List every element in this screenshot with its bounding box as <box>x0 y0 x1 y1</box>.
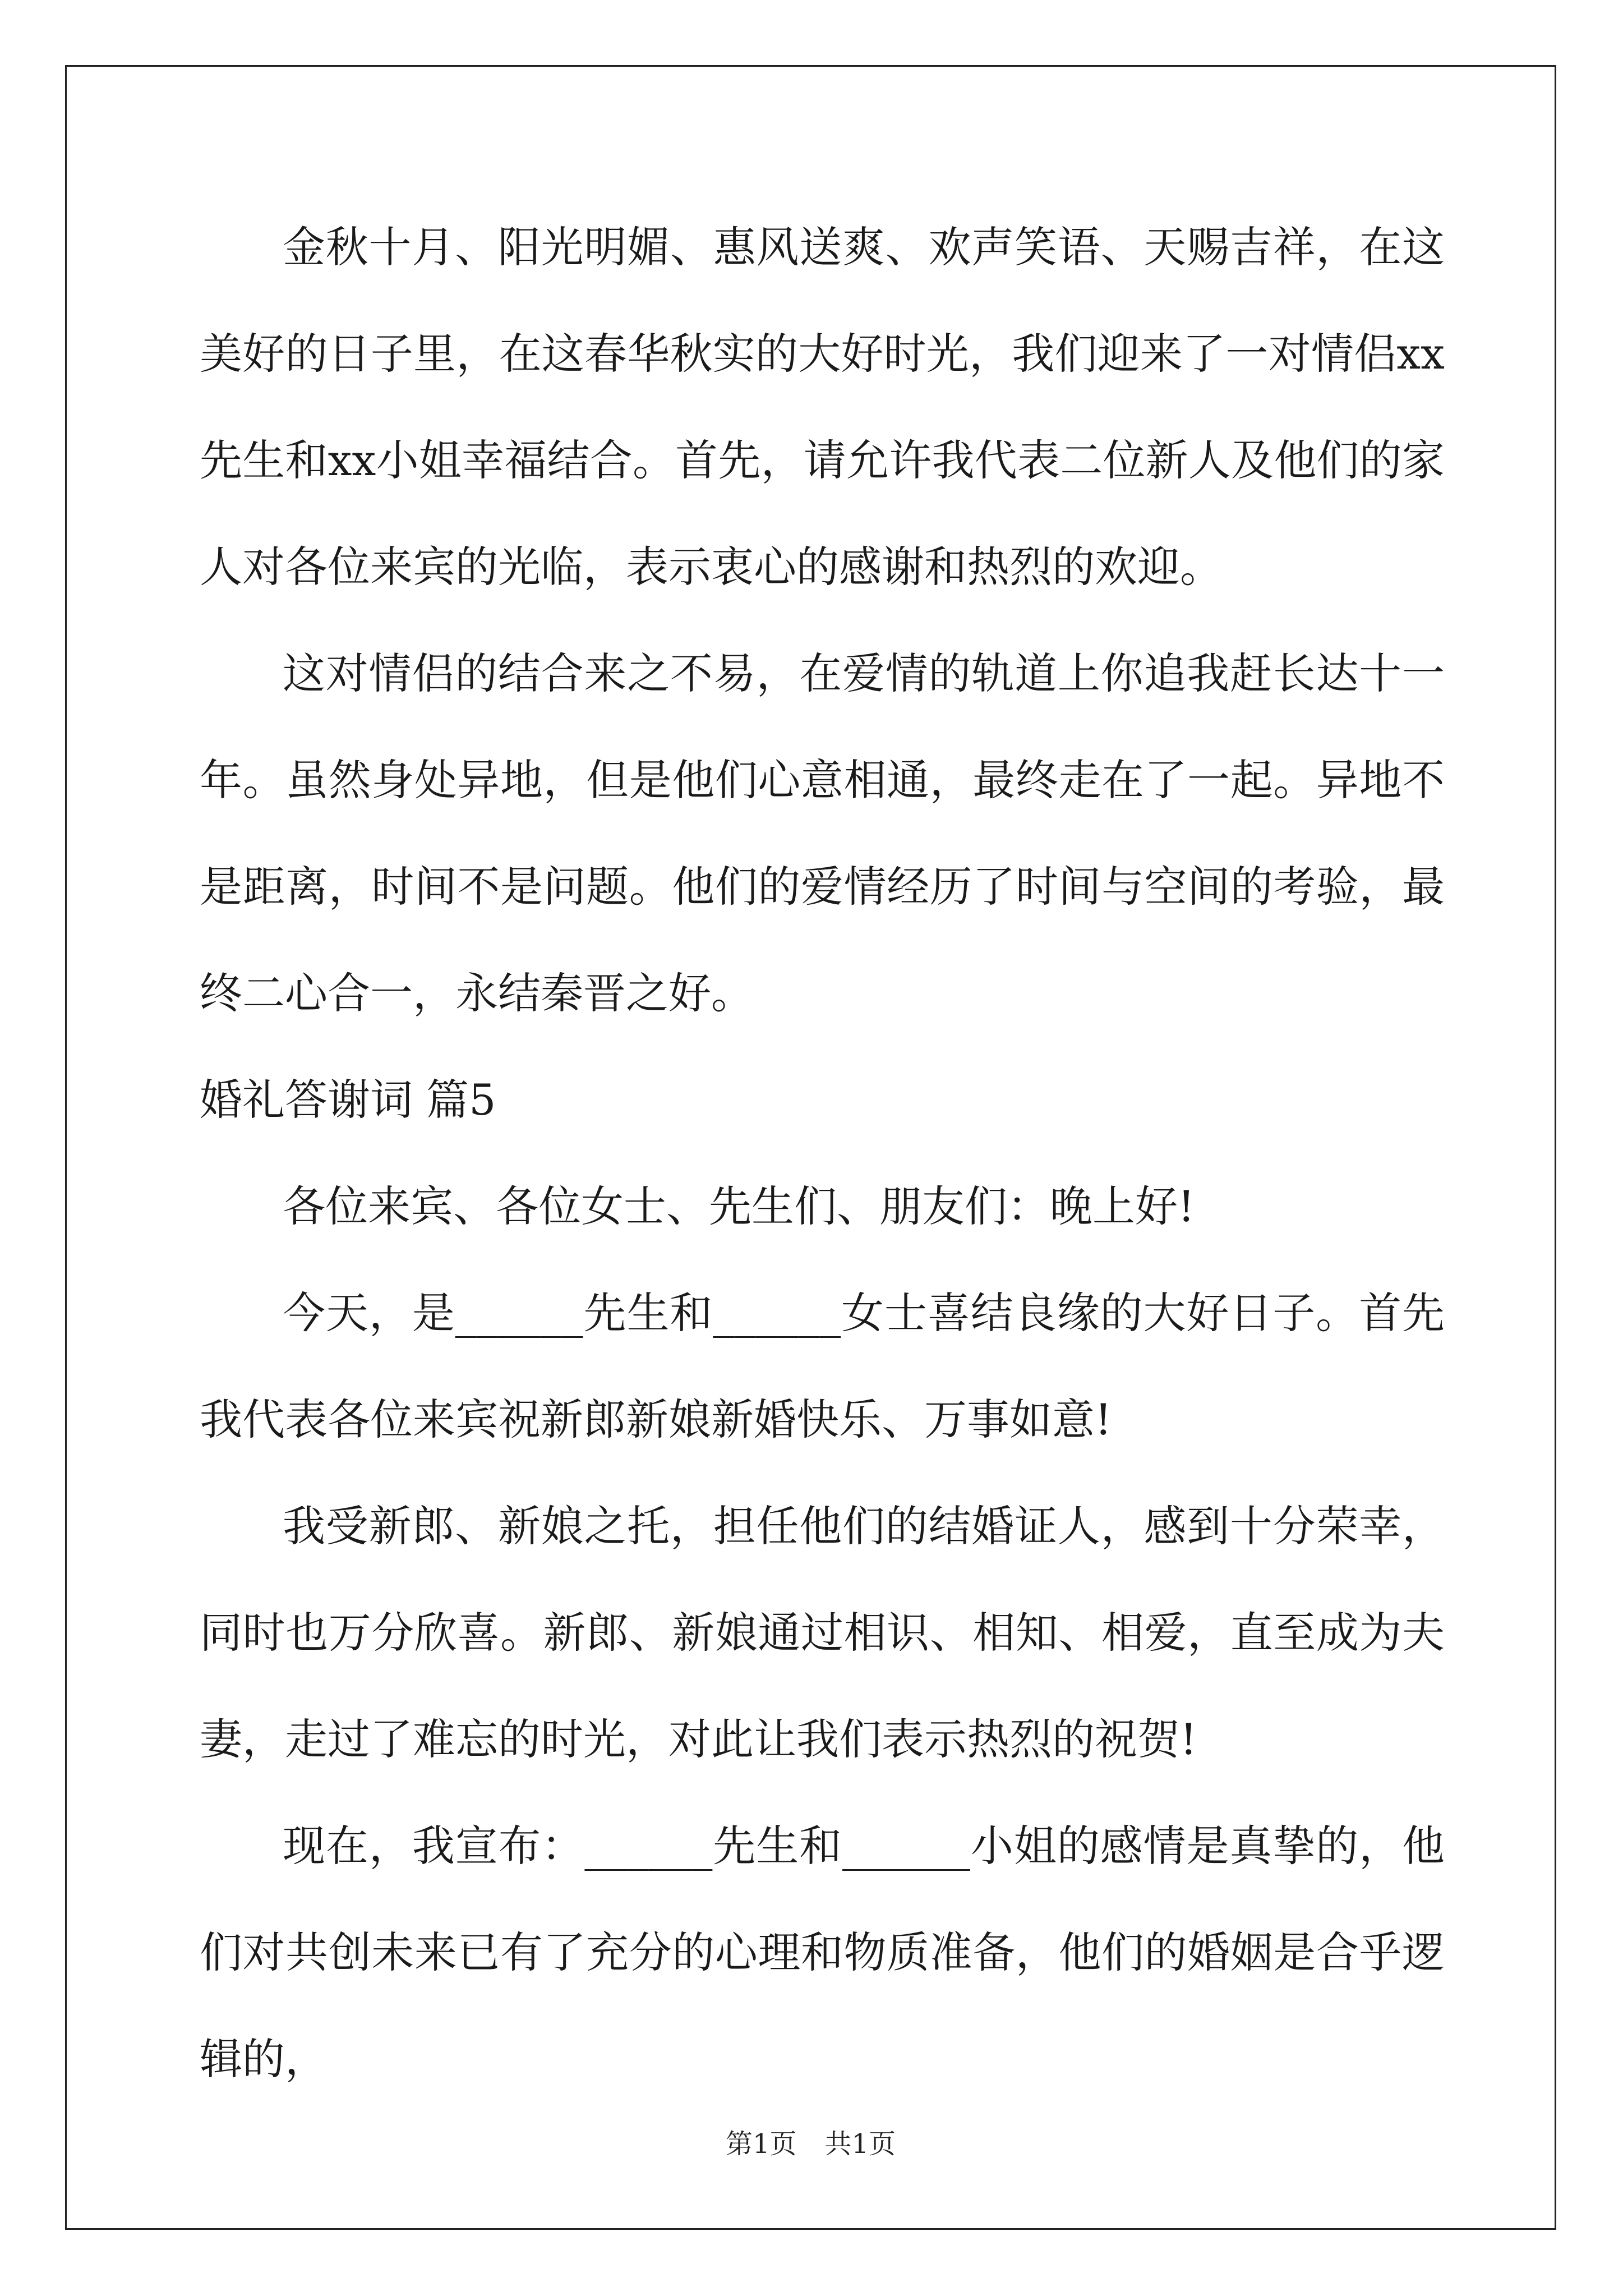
page-footer <box>65 2127 1556 2161</box>
page-number: 第1页 <box>725 2128 797 2160</box>
paragraph: 金秋十月、阳光明媚、惠风送爽、欢声笑语、天赐吉祥，在这美好的日子里，在这春华秋实的大好时光，我们迎来了一对情侣xx先生和xx小姐幸福结合。首先，请允许我代表二位新人及他们的家人对各位来宾的光临，表示衷心的感谢和热烈的欢迎。 <box>200 222 1445 592</box>
paragraph: 今天，是______先生和______女士喜结良缘的大好日子。首先我代表各位来宾祝新郎新娘新婚快乐、万事如意! <box>200 1288 1445 1444</box>
page-total: 共1页 <box>824 2128 896 2160</box>
document-body <box>200 194 1445 2113</box>
paragraph: 我受新郎、新娘之托，担任他们的结婚证人，感到十分荣幸，同时也万分欣喜。新郎、新娘通过相识、相知、相爱，直至成为夫妻，走过了难忘的时光，对此让我们表示热烈的祝贺! <box>200 1501 1445 1764</box>
section-heading: 婚礼答谢词 篇5 <box>200 1075 496 1125</box>
paragraph: 这对情侣的结合来之不易，在爱情的轨道上你追我赶长达十一年。虽然身处异地，但是他们心意相通，最终走在了一起。异地不是距离，时间不是问题。他们的爱情经历了时间与空间的考验，最终二心合一，永结秦晋之好。 <box>200 648 1445 1018</box>
paragraph: 现在，我宣布：______先生和______小姐的感情是真挚的，他们对共创未来已有了充分的心理和物质准备，他们的婚姻是合乎逻辑的， <box>200 1821 1445 2084</box>
paragraph: 各位来宾、各位女士、先生们、朋友们：晚上好! <box>283 1181 1195 1231</box>
